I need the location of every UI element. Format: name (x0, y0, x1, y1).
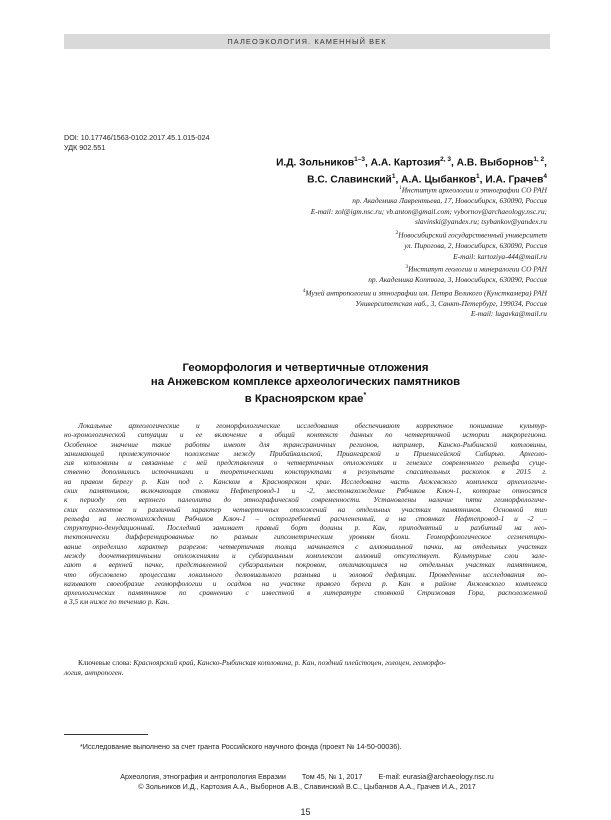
author-line-2: В.С. Славинский$^1$, А.А. Цыбанков$^1$, И.А. Грачев$^4$ (307, 173, 547, 186)
journal-email[interactable]: E-mail: eurasia@archaeology.nsc.ru (378, 772, 494, 781)
author-affil-marker: 1, 2 (533, 156, 545, 163)
title-footnote-marker[interactable]: * (363, 392, 367, 399)
affiliation-email[interactable]: E-mail: kartoziya-444@mail.ru (453, 251, 547, 261)
abstract-line: тектонически дифференцированные по разным гипсометрическим уровням блоки. Геоморфологическое сегментиро- (64, 532, 547, 542)
keywords-text: Красноярский край, Канско-Рыбинская котловина, р. Кан, поздний плейстоцен, голоцен, геоморфо- (133, 658, 446, 667)
page-footer (64, 772, 550, 791)
affiliation-line: пр. Академика Лаврентьева, 17, Новосибирск, 630090, Россия (352, 196, 547, 206)
abstract-line: но-хронологической ситуации и ее включение в общий контекст данных по четвертичной истории макрорегиона. (64, 430, 547, 440)
affiliation-email[interactable]: slavinski@yandex.ru; tsybankov@yandex.ru (414, 217, 547, 227)
author-name: В.С. Славинский (307, 174, 392, 186)
abstract-line: на правом берегу р. Кан под г. Канском в Красноярском крае. Исследована часть Анжевского комплекса археологиче- (64, 476, 547, 486)
keywords (64, 658, 547, 677)
author-name: И.А. Грачев (485, 174, 544, 186)
affiliation-line: пр. Академика Коптюга, 3, Новосибирск, 630090, Россия (368, 275, 547, 285)
keywords-text: логия, антропоген. (64, 667, 124, 677)
keywords-label: Ключевые слова: (78, 658, 132, 667)
journal-volume: Том 45, № 1, 2017 (301, 772, 363, 781)
abstract-line: гия котловины и связанные с ней представления о четвертичных отложениях и генезисе современного рельефа суще- (64, 458, 547, 468)
copyright-line: © Зольников И.Д., Картозия А.А., Выборнов А.В., Славинский В.С., Цыбанков А.А., Грачев И.А., 2017 (138, 781, 476, 791)
author-affil-marker: 1–3 (354, 156, 365, 163)
abstract-line: что обусловлено процессами локального делювиального размыва и золовой дефляции. Проведенные исследования по- (64, 569, 547, 579)
section-title: ПАЛЕОЭКОЛОГИЯ. КАМЕННЫЙ ВЕК (227, 37, 387, 46)
page-number: 15 (300, 807, 311, 817)
author-affil-marker: 2, 3 (440, 156, 451, 163)
journal-name: Археология, этнография и антропология Евразии (120, 772, 286, 781)
author-name: И.Д. Зольников (276, 157, 355, 169)
author-affil-marker: 1 (391, 173, 396, 181)
abstract-line: в 3,5 км ниже по течению р. Кан. (64, 597, 170, 607)
abstract-line: ственно дополнились источниками и теоретическими конструктами в результате спасательных раскопок в 2015 г. (64, 467, 547, 477)
affiliation-line: $^3$Институт геологии и минералогии СО РАН (405, 264, 547, 274)
abstract-line: между доочетвертичными отложениями и субаэральным комплексом аллювий отсутствует. Культурные слои зале- (64, 550, 547, 560)
abstract-line: казывают своеобразие геоморфологии и осадков на участке правого берега р. Кан в районе Анжевского комплекса (64, 578, 547, 588)
affiliation-line: $^2$Новосибирский государственный университет (395, 229, 547, 240)
abstract-line: археологических памятников по сравнению с известной в литературе стоянкой Стрижовая Гора, расположенной (64, 588, 547, 598)
affiliation-line: $^4$Музей антропологии и этнографии им. Петра Великого (Кунсткамера) РАН (302, 287, 547, 298)
affiliation-email[interactable]: E-mail: lugavka@mail.ru (470, 309, 547, 319)
footnote: *Исследование выполнено за счет гранта Российского научного фонда (проект № 14-50-00036). (80, 742, 402, 751)
abstract (64, 421, 547, 607)
author-line-1: И.Д. Зольников$^{1-3}$, А.А. Картозия$^{2, 3}$, А.В. Выборнов$^{1, 2}$, (276, 156, 547, 169)
affiliation-email[interactable]: E-mail: zol@igm.nsc.ru; vb.anton@gmail.com; vybornov@archaeology.nsc.ru; (310, 206, 547, 216)
udk-code: УДК 902.551 (64, 142, 106, 152)
abstract-line: гают в верхней пачке, представленной субаэральным покровом, отличающимся на отдельных участках памятников, (64, 560, 547, 570)
abstract-line: вание определило характер разрезов: четвертичная толща начинается с аллювиальной пачки, на отдельных участках (64, 541, 547, 551)
affiliation-line: $^1$Институт археологии и этнографии СО РАН (398, 185, 547, 195)
abstract-line: рельефа на местонахождении Рябчиков Ключ-1 – острогребневый расчлененный, а на стоянках Нефтепровод-1 и -2 – (64, 513, 547, 523)
author-name: А.В. Выборнов (456, 157, 534, 169)
author-name: А.А. Цыбанков (401, 174, 477, 186)
abstract-line: структурно-денудационный. Последний занимает правый борт долины р. Кан, приподнятый и разбитый на нео- (64, 523, 547, 533)
doi-link[interactable]: DOI: 10.17746/1563-0102.2017.45.1.015-024 (64, 133, 210, 142)
affiliations (87, 183, 547, 320)
abstract-line: Локальные археологические и геоморфологические исследования обеспечивают корректное понимание культур- (78, 421, 547, 430)
abstract-line: Особенное значение такие работы имеют для трансграничных регионов, например, Канско-Рыбинской котловины, (64, 439, 547, 449)
affiliation-line: ул. Пирогова, 2, Новосибирск, 630090, Россия (404, 240, 547, 250)
author-name: А.А. Картозия (370, 157, 441, 169)
affiliation-line: Университетская наб., 3, Санкт-Петербург, 199034, Россия (355, 298, 547, 308)
article-title: Геоморфология и четвертичные отложения на Анжевском комплексе археологических памятников в Красноярском крае* (150, 362, 461, 405)
author-affil-marker: 1 (476, 173, 480, 181)
section-header (64, 34, 550, 49)
abstract-line: занимающей промежуточное положение между Прибайкальской, Приангарской и Приенисейской Сибирью. Археоло- (64, 448, 547, 458)
abstract-line: к периоду от верхнего палеолита до этнографической современности. Установлены наличие пяти геоморфологиче- (64, 495, 547, 505)
identifiers (64, 133, 209, 152)
abstract-line: ских сегментов и различный характер четвертичных отложений на отдельных участках памятников. Основной тип (64, 504, 547, 514)
footnote-divider (64, 734, 148, 735)
abstract-line: ских памятников, включающая стоянки Нефтепровод-1 и -2, местонахождение Рябчиков Ключ-1, которые относятся (64, 485, 547, 495)
author-affil-marker: 4 (543, 173, 547, 181)
